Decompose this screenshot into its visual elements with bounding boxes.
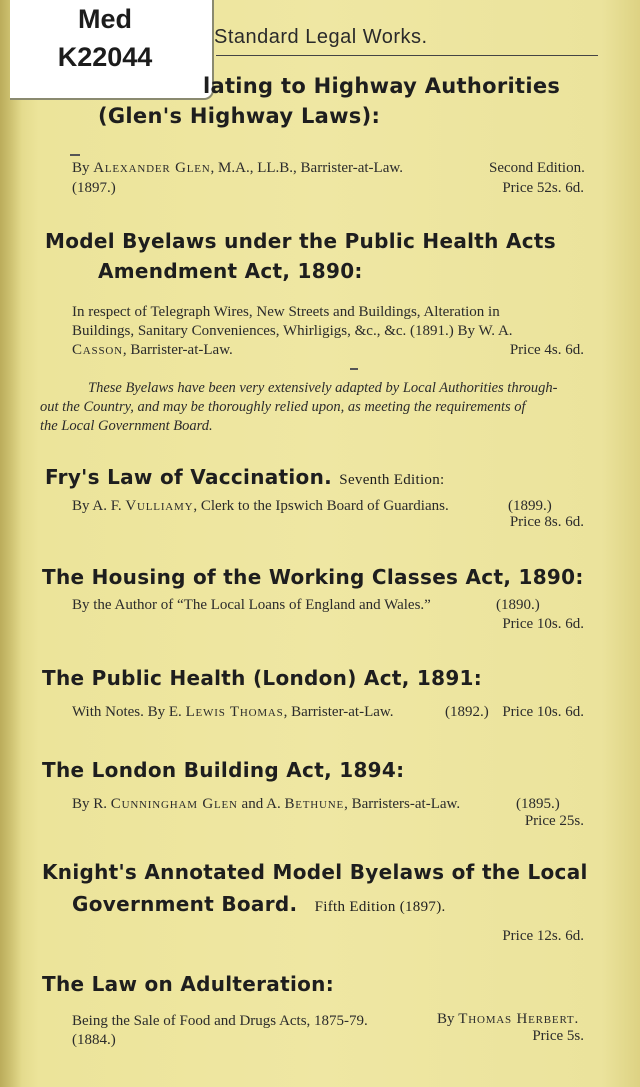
entry-description-line-1: By the Author of “The Local Loans of England and Wales.”: [72, 597, 431, 613]
author-credentials: , Barrister-at-Law.: [122, 342, 233, 358]
running-head: Standard Legal Works.: [214, 26, 428, 48]
entry-edition: Second Edition.: [489, 160, 585, 176]
entry-title: Model Byelaws under the Public Health Acts: [45, 229, 556, 253]
entry-author-line: [72, 796, 460, 813]
entry-price: Price 5s.: [532, 1028, 584, 1044]
entry-price: Price 4s. 6d.: [509, 342, 584, 358]
entry-note-line-1: These Byelaws have been very extensively adapted by Local Authorities through-: [88, 380, 558, 396]
author-name: Casson: [72, 342, 123, 358]
author-name: Lewis Thomas: [185, 704, 284, 720]
entry-title-text: Government Board.: [72, 892, 298, 916]
entry-price: Price 12s. 6d.: [502, 928, 584, 944]
entry-author-line: [72, 342, 233, 359]
entry-title-line-2: (Glen's Highway Laws):: [98, 104, 381, 128]
entry-edition: Seventh Edition:: [339, 472, 445, 488]
entry-year: (1884.): [72, 1032, 116, 1048]
entry-author-line: [72, 160, 403, 177]
entry-year: (1895.): [516, 796, 560, 812]
entry-author-line: [72, 498, 449, 515]
label-line-2: K22044: [57, 42, 153, 72]
author-name: Thomas Herbert.: [458, 1011, 579, 1027]
entry-title: The London Building Act, 1894:: [42, 758, 405, 782]
entry-author-line: [437, 1011, 579, 1028]
entry-title-line-2: [72, 892, 446, 916]
entry-description-line-1: In respect of Telegraph Wires, New Streets and Buildings, Alteration in: [72, 304, 500, 320]
author-name: Vulliamy: [125, 498, 194, 514]
entry-note-line-3: the Local Government Board.: [40, 418, 213, 434]
author-prefix: By R.: [72, 796, 108, 812]
entry-note-line-2: out the Country, and may be thoroughly relied upon, as meeting the requirements of: [40, 399, 526, 415]
entry-edition: Fifth Edition (1897).: [314, 899, 446, 915]
entry-year: (1892.): [445, 704, 489, 720]
ornament-dash: [70, 154, 80, 156]
label-line-1: Med: [78, 4, 132, 34]
entry-title: The Housing of the Working Classes Act, 1890:: [42, 565, 584, 589]
author-prefix: With Notes. By E.: [72, 704, 182, 720]
author-credentials: , Clerk to the Ipswich Board of Guardians.: [193, 498, 449, 514]
author-name-2: Bethune: [284, 796, 345, 812]
author-name-1: Cunningham Glen: [110, 796, 238, 812]
entry-year: (1897.): [72, 180, 116, 196]
entry-price: Price 25s.: [524, 813, 584, 829]
entry-title: [45, 465, 445, 489]
author-credentials: , M.A., LL.B., Barrister-at-Law.: [210, 160, 403, 176]
entry-title: lating to Highway Authorities: [203, 74, 561, 98]
entry-title: The Public Health (London) Act, 1891:: [42, 666, 483, 690]
entry-price: Price 8s. 6d.: [509, 514, 584, 530]
ornament-dash: [350, 368, 358, 370]
author-name: Alexander Glen: [93, 160, 211, 176]
author-prefix: By: [72, 160, 90, 176]
entry-author-line: [72, 704, 394, 721]
entry-title-text: Fry's Law of Vaccination.: [45, 465, 333, 489]
page-spine-shadow: [0, 0, 22, 1087]
header-rule: [216, 55, 598, 56]
entry-year: (1890.): [496, 597, 540, 613]
entry-description-line-1: Being the Sale of Food and Drugs Acts, 1875-79.: [72, 1013, 368, 1029]
library-shelfmark-label: [10, 0, 214, 100]
author-credentials: , Barrister-at-Law.: [283, 704, 394, 720]
entry-title-line-2: Amendment Act, 1890:: [98, 259, 363, 283]
entry-price: Price 52s. 6d.: [502, 180, 584, 196]
author-prefix: By: [437, 1011, 455, 1027]
entry-title: The Law on Adulteration:: [42, 972, 334, 996]
entry-price: Price 10s. 6d.: [502, 616, 584, 632]
author-credentials: , Barristers-at-Law.: [344, 796, 461, 812]
entry-title: Knight's Annotated Model Byelaws of the Local: [42, 860, 588, 884]
entry-description-line-2: Buildings, Sanitary Conveniences, Whirligigs, &c., &c. (1891.) By W. A.: [72, 323, 513, 339]
author-prefix: By A. F.: [72, 498, 122, 514]
author-joiner: and A.: [241, 796, 281, 812]
entry-price: Price 10s. 6d.: [502, 704, 584, 720]
entry-year: (1899.): [508, 498, 552, 514]
